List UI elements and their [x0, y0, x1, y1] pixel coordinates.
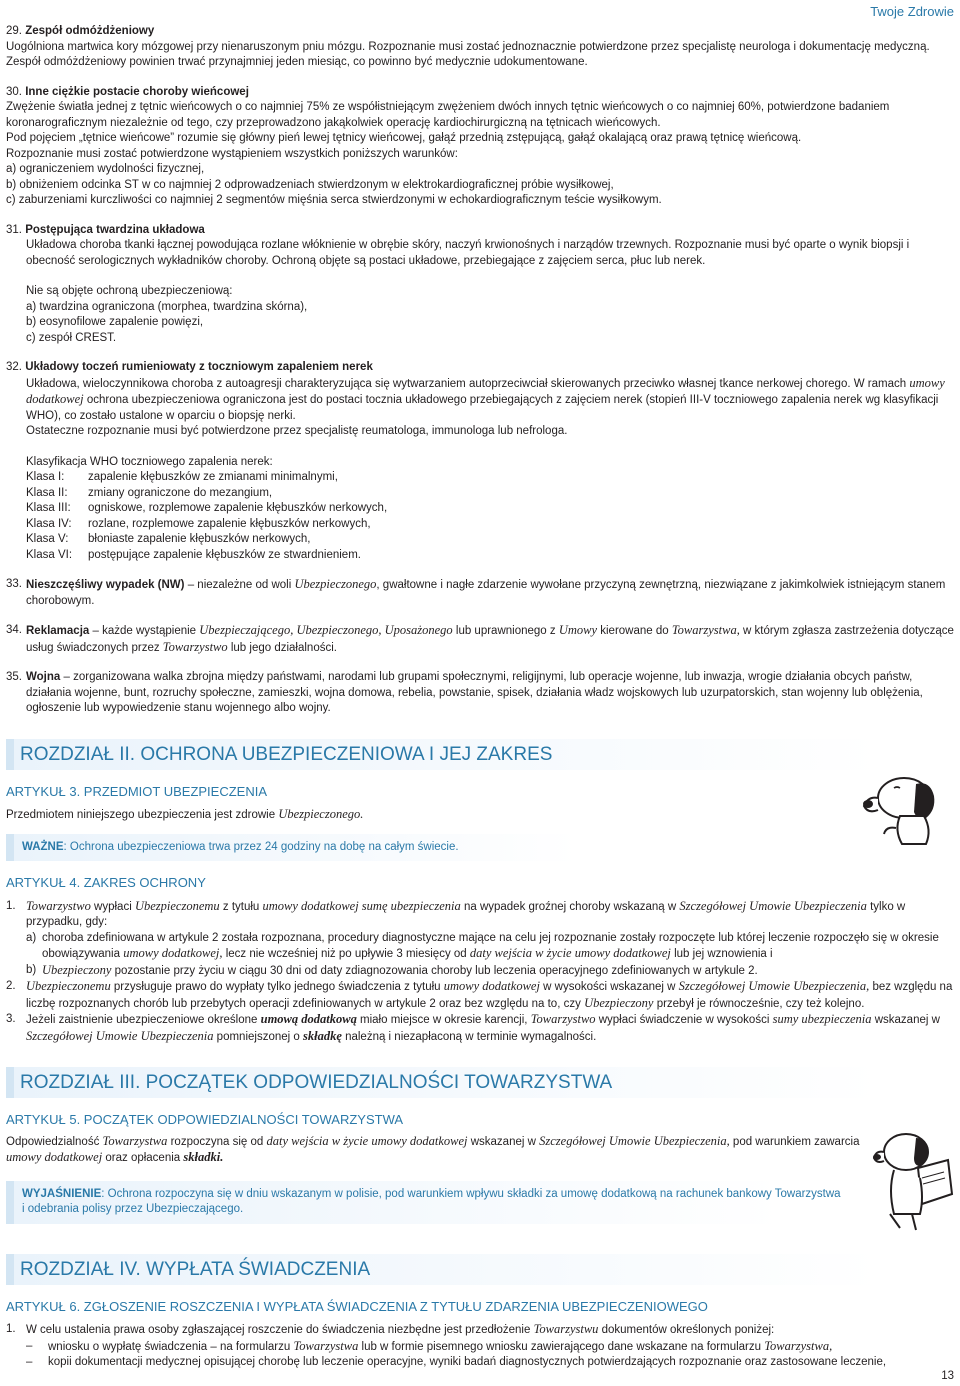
article-5-text: Odpowiedzialność Towarzystwa rozpoczyna się od daty wejścia w życie umowy dodatkowej wskazanej w Szczegółowej Umowie Ubezpieczenia, pod warunkiem zawarcia umowy dodatkowej oraz opłacenia składki.: [6, 1133, 860, 1164]
def-text: Układowa choroba tkanki łącznej powodująca rozlane włóknienie w obrębie skóry, naczyń krwionośnych i narządów trzewnych. Rozpoznanie musi być oparte o wynik biopsji i obecność serologicznych wykładników choroby. Ochroną objęte są postaci układowe, przebiegające z zajęciem serca, płuc lub nerek.: [26, 239, 910, 267]
who-class-row: Klasa IV: rozlane, rozplemowe zapalenie kłębuszków nerkowych,: [26, 517, 371, 530]
def-term: Postępująca twardzina układowa: [25, 223, 205, 236]
article-3-text: Przedmiotem niniejszego ubezpieczenia jest zdrowie Ubezpieczonego.: [6, 807, 364, 821]
def-number: 29.: [6, 25, 22, 37]
chapter-3-title: ROZDZIAŁ III. POCZĄTEK ODPOWIEDZIALNOŚCI TOWARZYSTWA: [6, 1067, 956, 1098]
definition-35: 35. Wojna – zorganizowana walka zbrojna między państwami, narodami lub grupami społecznymi, religijnymi, lub operacje wojenne, lub inwazja, wrogie działania obcych państw, działania wojenne, bunt, rozruchy społeczne, zamieszki, wojna domowa, rebelia, powstanie, spisek, działania władz wojskowych lub uzurpatorskich, stan wojenny lub oblężenia, ogłoszenie lub wypowiedzenie stanu wojennego albo wojny.: [6, 671, 923, 714]
def-text: Nie są objęte ochroną ubezpieczeniową:: [26, 285, 233, 297]
who-class-row: Klasa VI: postępujące zapalenie kłębuszków ze stwardnieniem.: [26, 548, 361, 561]
def-number: 32.: [6, 361, 22, 373]
article-4-title: ARTYKUŁ 4. ZAKRES OCHRONY: [6, 875, 206, 890]
list-item: a) twardzina ograniczona (morphea, twardzina skórna),: [26, 300, 308, 313]
dash-item: – kopii dokumentacji medycznej opisującej chorobę lub leczenie operacyjne, wyniki badań diagnostycznych potwierdzających rozpoznanie oraz zastosowane leczenie,: [26, 1356, 887, 1368]
list-item: b) eosynofilowe zapalenie powięzi,: [26, 316, 204, 328]
page-number: 13: [941, 1369, 954, 1382]
list-item: b) obniżeniem odcinka ST w co najmniej 2 odprowadzeniach stwierdzonym w elektrokardiograficznej próbie wysiłkowej,: [6, 178, 614, 191]
explanation-note: WYJAŚNIENIE: Ochrona rozpoczyna się w dniu wskazanym w polisie, pod warunkiem wpływu składki za umowę dodatkową na rachunek bankowy Towarzystwa i odebrania polisy przez Ubezpieczającego.: [6, 1181, 848, 1224]
who-class-row: Klasa III: ogniskowe, rozplemowe zapalenie kłębuszków nerkowych,: [26, 502, 388, 514]
definition-31: [6, 223, 956, 347]
list-item: 3. Jeżeli zaistnienie ubezpieczeniowe określone umową dodatkową miało miejsce w okresie karencji, Towarzystwo wypłaci świadczenie w wysokości sumy ubezpieczenia wskazanej w Szczegółowej Umowie Ubezpieczenia pomniejszonej o składkę należną i niezapłaconą w terminie wymagalności.: [6, 1012, 940, 1043]
chapter-4-title: ROZDZIAŁ IV. WYPŁATA ŚWIADCZENIA: [6, 1254, 956, 1285]
list-item: 2. Ubezpieczonemu przysługuje prawo do wypłaty tylko jednego świadczenia z tytułu umowy dodatkowej w wysokości wskazanej w Szczegółowej Umowie Ubezpieczenia, bez względu na liczbę rozpoznanych chorób lub przebytych operacji zdefiniowanych w artykule 2 oraz bez względu na to, czy Ubezpieczony przebył je równocześnie, czy też kolejno.: [6, 979, 953, 1010]
document-body: [6, 24, 956, 1371]
list-item: 1. Towarzystwo wypłaci Ubezpieczonemu z tytułu umowy dodatkowej sumę ubezpieczenia na wypadek groźnej choroby wskazaną w Szczegółowej Umowie Ubezpieczenia tylko w przypadku, gdy: a) choroba zdefiniowana w artykule 2 została rozpoznana, procedury diagnostyczne mające na celu jej rozpoznanie zostały rozpoczęte lub której leczenie rozpoczęło się w okresie obowiązywania umowy dodatkowej, lecz nie wcześniej niż po upływie 3 miesięcy od daty wejścia w życie umowy dodatkowej lub jej wznowienia i b) Ubezpieczony pozostanie przy życiu w ciągu 30 dni od daty zdiagnozowania choroby lub leczenia operacyjnego zdefiniowanych w artykule 2.: [6, 899, 956, 980]
list-item: 1. W celu ustalenia prawa osoby zgłaszającej roszczenie do świadczenia niezbędne jest przedłożenie Towarzystwu dokumentów określonych poniżej:: [6, 1322, 775, 1336]
definition-33: 33. Nieszczęśliwy wypadek (NW) – niezależne od woli Ubezpieczonego, gwałtowne i nagłe zdarzenie wywołane przyczyną zewnętrzną, niezwiązane z jakimkolwiek istniejącym stanem chorobowym.: [6, 577, 946, 607]
def-text: Układowa, wieloczynnikowa choroba z autoagresji charakteryzująca się wytwarzaniem autoprzeciwciał skierowanych przeciwko własnej tkance nerkowej chorego. W ramach umowy dodatkowej ochrona ubezpieczeniowa ograniczona jest do postaci tocznia układowego przebiegających z zajęciem nerek (stopień III-V toczniowego zapalenia nerek wg klasyfikacji WHO), co zostało ustalone w oparciu o biopsję nerki.: [26, 375, 945, 422]
sub-item: a) choroba zdefiniowana w artykule 2 została rozpoznana, procedury diagnostyczne mające na celu jej rozpoznanie zostały rozpoczęte lub której leczenie rozpoczęło się w okresie obowiązywania umowy dodatkowej, lecz nie wcześniej niż po upływie 3 miesięcy od daty wejścia w życie umowy dodatkowej lub jej wznowienia i: [26, 931, 939, 960]
article-5-title: ARTYKUŁ 5. POCZĄTEK ODPOWIEDZIALNOŚCI TOWARZYSTWA: [6, 1112, 404, 1127]
article-3-title: ARTYKUŁ 3. PRZEDMIOT UBEZPIECZENIA: [6, 783, 268, 799]
def-term: Zespół odmóżdżeniowy: [25, 25, 155, 37]
who-class-row: Klasa V: błoniaste zapalenie kłębuszków nerkowych,: [26, 533, 311, 545]
list-item: c) zespół CREST.: [26, 331, 117, 344]
definition-34: 34. Reklamacja – każde wystąpienie Ubezpieczającego, Ubezpieczonego, Uposażonego lub uprawnionego z Umowy kierowane do Towarzystwa, w którym zgłasza zastrzeżenia dotyczące usług świadczonych przez Towarzystwo lub jego działalności.: [6, 623, 954, 654]
article-6-title: ARTYKUŁ 6. ZGŁOSZENIE ROSZCZENIA I WYPŁATA ŚWIADCZENIA Z TYTUŁU ZDARZENIA UBEZPIECZENIOWEGO: [6, 1298, 708, 1314]
header-brand: Twoje Zdrowie: [870, 4, 954, 19]
snoopy-reading-icon: [872, 1128, 956, 1238]
def-number: 30.: [6, 85, 22, 98]
def-text: Rozpoznanie musi zostać potwierdzone wystąpieniem wszystkich poniższych warunków:: [6, 147, 458, 160]
definition-29: [6, 24, 956, 71]
chapter-2-title: ROZDZIAŁ II. OCHRONA UBEZPIECZENIOWA I JEJ ZAKRES: [6, 739, 956, 770]
list-item: c) zaburzeniami kurczliwości co najmniej 2 segmentów mięśnia serca stwierdzonymi w echokardiograficznym teście wysiłkowym.: [6, 194, 662, 206]
def-term: Układowy toczeń rumieniowaty z toczniowym zapaleniem nerek: [25, 361, 373, 373]
def-term: Inne ciężkie postacie choroby wieńcowej: [25, 85, 249, 98]
def-text: Pod pojęciem „tętnice wieńcowe” rozumie się główny pień lewej tętnicy wieńcowej, gałąź przednią zstępującą, gałąź okalającą oraz prawą tętnicę wieńcową.: [6, 132, 802, 144]
who-classification-title: Klasyfikacja WHO toczniowego zapalenia nerek:: [26, 455, 273, 468]
definition-32: [6, 360, 956, 563]
who-class-row: Klasa I: zapalenie kłębuszków ze zmianami minimalnymi,: [26, 471, 338, 483]
who-class-row: Klasa II: zmiany ograniczone do mezangium,: [26, 486, 273, 499]
list-item: a) ograniczeniem wydolności fizycznej,: [6, 163, 205, 175]
definition-30: [6, 85, 956, 209]
def-text: Zwężenie światła jednej z tętnic wieńcowych o co najmniej 75% ze współistniejącym zwężeniem dwóch innych tętnic wieńcowych o co najmniej 60%, potwierdzone badaniem koronarograficznym niezależnie od tego, czy przeprowadzono jakąkolwiek operację kardiochirurgiczną na tętnicach wieńcowych.: [6, 101, 890, 129]
important-note: WAŻNE: Ochrona ubezpieczeniowa trwa przez 24 godziny na dobę na całym świecie.: [6, 834, 628, 862]
def-text: Uogólniona martwica kory mózgowej przy nienaruszonym pniu mózgu. Rozpoznanie musi zostać jednoznacznie potwierdzone przez specjalistę neurologa i dokumentację medyczną. Zespół odmóżdżeniowy powinien trwać przynajmniej jeden miesiąc, co powinno być medycznie udokumentowane.: [6, 40, 930, 68]
snoopy-thinking-icon: [860, 768, 952, 848]
def-number: 31.: [6, 223, 22, 236]
def-text: Ostateczne rozpoznanie musi być potwierdzone przez specjalistę reumatologa, immunologa lub nefrologa.: [26, 425, 568, 437]
dash-item: – wniosku o wypłatę świadczenia – na formularzu Towarzystwa lub w formie pisemnego wniosku zawierającego dane wskazane na formularzu Towarzystwa,: [26, 1338, 833, 1353]
sub-item: b) Ubezpieczony pozostanie przy życiu w ciągu 30 dni od daty zdiagnozowania choroby lub leczenia operacyjnego zdefiniowanych w artykule 2.: [26, 962, 758, 977]
